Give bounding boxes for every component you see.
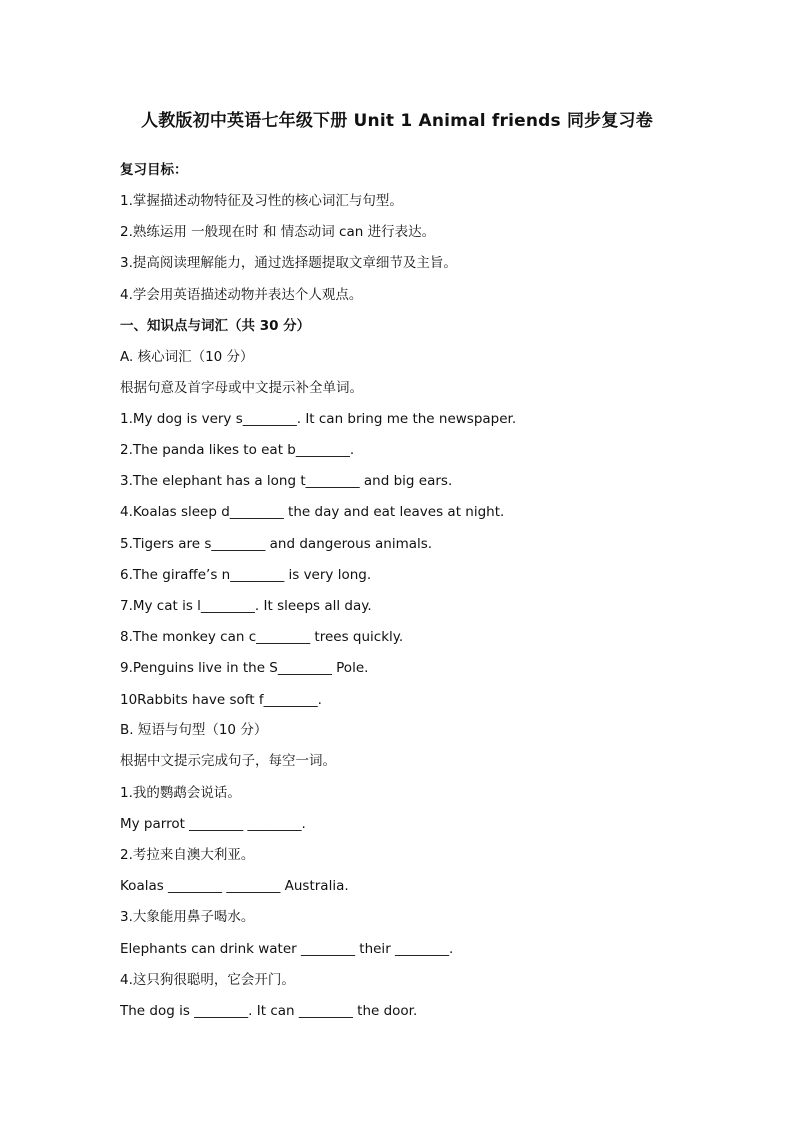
phrase-question-cn: 2.考拉来自澳大利亚。 (120, 847, 255, 863)
part-b-heading: B. 短语与句型（10 分） (120, 722, 268, 738)
vocab-question: 2.The panda likes to eat b________. (120, 442, 355, 458)
document-title: 人教版初中英语七年级下册 Unit 1 Animal friends 同步复习卷 (141, 111, 653, 131)
phrase-question-en: My parrot ________ ________. (120, 816, 306, 832)
phrase-question-cn: 3.大象能用鼻子喝水。 (120, 909, 255, 925)
goal-item: 1.掌握描述动物特征及习性的核心词汇与句型。 (120, 193, 403, 209)
goal-item: 2.熟练运用 一般现在时 和 情态动词 can 进行表达。 (120, 224, 436, 240)
part-b-instruction: 根据中文提示完成句子，每空一词。 (120, 753, 336, 769)
vocab-question: 10Rabbits have soft f________. (120, 692, 322, 708)
section-heading: 一、知识点与词汇（共 30 分） (120, 318, 311, 334)
goal-item: 3.提高阅读理解能力，通过选择题提取文章细节及主旨。 (120, 255, 457, 271)
phrase-question-en: Koalas ________ ________ Australia. (120, 878, 349, 894)
vocab-question: 9.Penguins live in the S________ Pole. (120, 660, 369, 676)
vocab-question: 8.The monkey can c________ trees quickly. (120, 629, 404, 645)
part-a-heading: A. 核心词汇（10 分） (120, 349, 254, 365)
vocab-question: 4.Koalas sleep d________ the day and eat leaves at night. (120, 504, 505, 520)
phrase-question-cn: 4.这只狗很聪明，它会开门。 (120, 972, 295, 988)
phrase-question-en: Elephants can drink water ________ their ________. (120, 941, 454, 957)
phrase-question-cn: 1.我的鹦鹉会说话。 (120, 785, 241, 801)
phrase-question-en: The dog is ________. It can ________ the door. (120, 1003, 418, 1019)
vocab-question: 1.My dog is very s________. It can bring me the newspaper. (120, 411, 517, 427)
goals-heading: 复习目标： (120, 162, 188, 178)
vocab-question: 7.My cat is l________. It sleeps all day. (120, 598, 372, 614)
part-a-instruction: 根据句意及首字母或中文提示补全单词。 (120, 380, 363, 396)
vocab-question: 3.The elephant has a long t________ and big ears. (120, 473, 453, 489)
vocab-question: 6.The giraffe’s n________ is very long. (120, 567, 372, 583)
goal-item: 4.学会用英语描述动物并表达个人观点。 (120, 287, 363, 303)
vocab-question: 5.Tigers are s________ and dangerous animals. (120, 536, 433, 552)
